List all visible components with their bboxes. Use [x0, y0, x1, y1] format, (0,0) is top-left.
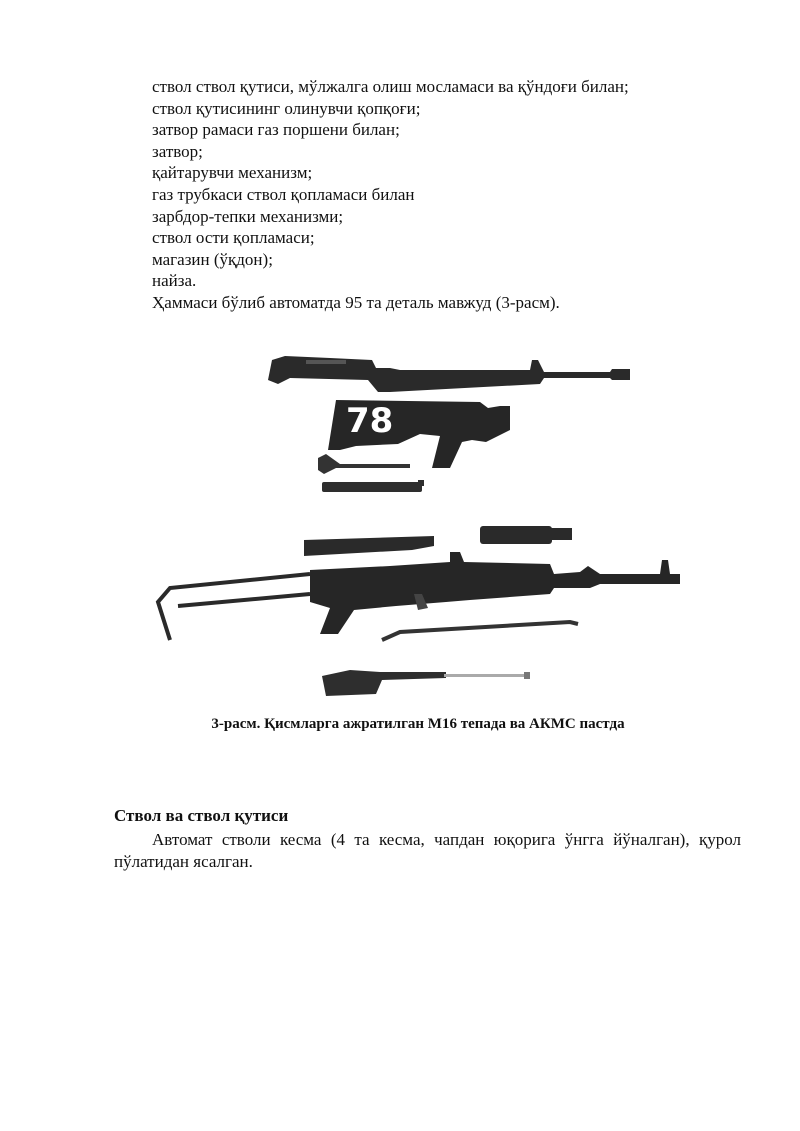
list-item: ствол қутисининг олинувчи қопқоғи;	[152, 98, 421, 118]
list-item: ствол ости қопламаси;	[152, 228, 315, 248]
list-item: зарбдор-тепки механизми;	[152, 206, 344, 226]
list-item: ствол ствол қутиси, мўлжалга олиш мосламаси ва қўндоғи билан;	[152, 77, 629, 96]
list-item: магазин (ўқдон);	[152, 249, 273, 269]
m16-lower-receiver	[328, 400, 510, 468]
akms-upper-handguard	[304, 536, 434, 556]
receiver-number: 78	[346, 401, 394, 441]
m16-charging-handle	[318, 454, 410, 474]
summary-line: Ҳаммаси бўлиб автоматда 95 та деталь мавжуд (3-расм).	[152, 292, 560, 312]
akms-gas-tube	[480, 526, 572, 544]
list-item: затвор;	[152, 141, 203, 161]
section-heading: Ствол ва ствол қутиси	[114, 806, 289, 825]
akms-gas-piston	[382, 622, 578, 640]
figure-caption: 3-расм. Қисмларга ажратилган М16 тепада ва АКМС пастда	[211, 716, 625, 732]
akms-folding-stock	[158, 574, 310, 640]
akms-receiver-barrel	[310, 552, 680, 634]
disassembled-rifles-figure	[150, 350, 690, 700]
section-paragraph: Автомат стволи кесма (4 та кесма, чапдан юқорига ўнгга йўналган), қурол пўлатидан ясалган.	[114, 830, 741, 871]
list-item: қайтарувчи механизм;	[152, 163, 313, 183]
m16-bolt-carrier	[322, 480, 424, 492]
m16-upper-receiver	[268, 356, 630, 392]
list-item: затвор рамаси газ поршени билан;	[152, 120, 400, 140]
akms-bolt-carrier	[322, 670, 530, 696]
parts-list	[152, 76, 752, 314]
list-item: газ трубкаси ствол қопламаси билан	[152, 184, 415, 204]
list-item: найза.	[152, 271, 197, 291]
